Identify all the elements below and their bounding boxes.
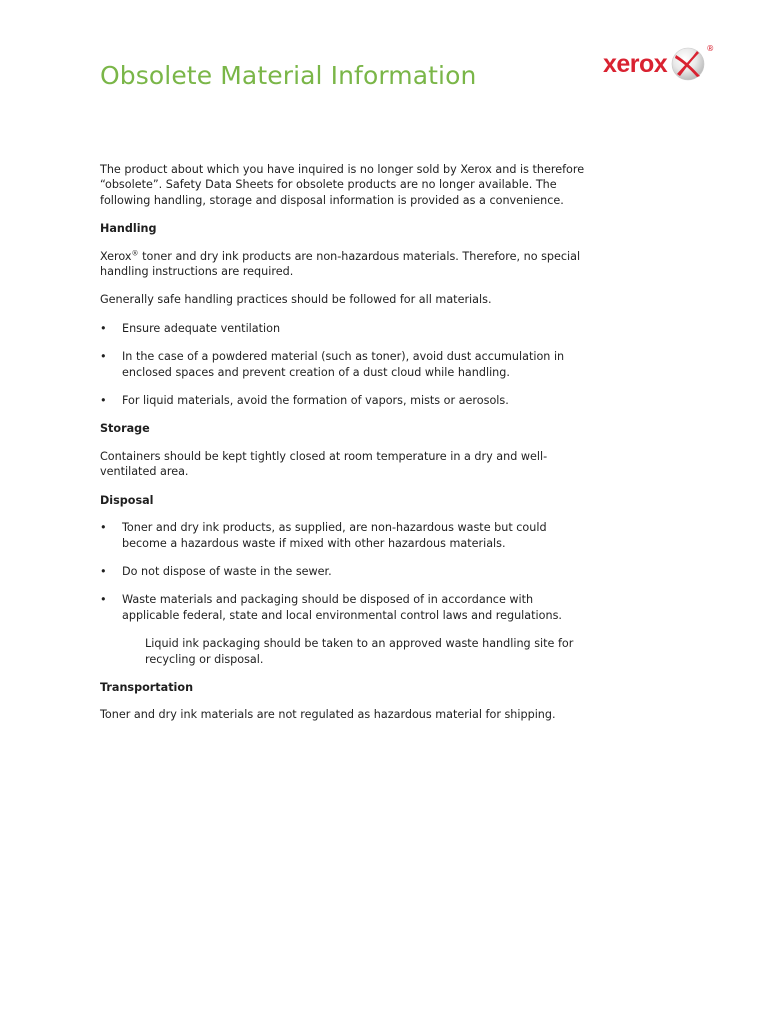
list-item: • Ensure adequate ventilation	[100, 321, 590, 336]
registered-mark: ®	[131, 248, 139, 257]
disposal-heading: Disposal	[100, 493, 154, 507]
handling-paragraph-2: Generally safe handling practices should be followed for all materials.	[100, 293, 492, 307]
handling-paragraph-1	[100, 249, 590, 280]
xerox-logo	[603, 43, 715, 85]
list-item: • In the case of a powdered material (such as toner), avoid dust accumulation in enclosed spaces and prevent creation of a dust cloud while handling.	[100, 349, 590, 380]
handling-paragraph-1-text: toner and dry ink products are non-hazardous materials. Therefore, no special handling instructions are required.	[100, 249, 581, 279]
handling-heading: Handling	[100, 222, 157, 236]
document-body	[100, 162, 590, 736]
list-item: • For liquid materials, avoid the formation of vapors, mists or aerosols.	[100, 393, 590, 408]
disposal-indented-note: Liquid ink packaging should be taken to an approved waste handling site for recycling or disposal.	[145, 637, 574, 666]
storage-paragraph: Containers should be kept tightly closed at room temperature in a dry and well-ventilated area.	[100, 449, 548, 479]
logo-wordmark: xerox	[603, 49, 668, 78]
storage-heading: Storage	[100, 422, 150, 436]
registered-mark: ®	[706, 44, 715, 53]
transportation-heading: Transportation	[100, 680, 194, 694]
brand-name: Xerox	[100, 249, 132, 263]
xerox-sphere-icon	[670, 44, 715, 82]
list-item: • Toner and dry ink products, as supplied, are non-hazardous waste but could become a hazardous waste if mixed with other hazardous materials.	[100, 520, 590, 551]
transportation-paragraph: Toner and dry ink materials are not regulated as hazardous material for shipping.	[100, 708, 556, 722]
list-item: • Do not dispose of waste in the sewer.	[100, 564, 590, 579]
intro-paragraph: The product about which you have inquired is no longer sold by Xerox and is therefore “obsolete”. Safety Data Sheets for obsolete products are no longer available. The following handling, storage and disposal information is provided as a convenience.	[100, 163, 585, 207]
list-item: • Waste materials and packaging should be disposed of in accordance with applicable federal, state and local environmental control laws and regulations.	[100, 592, 590, 623]
page-title: Obsolete Material Information	[100, 60, 477, 90]
